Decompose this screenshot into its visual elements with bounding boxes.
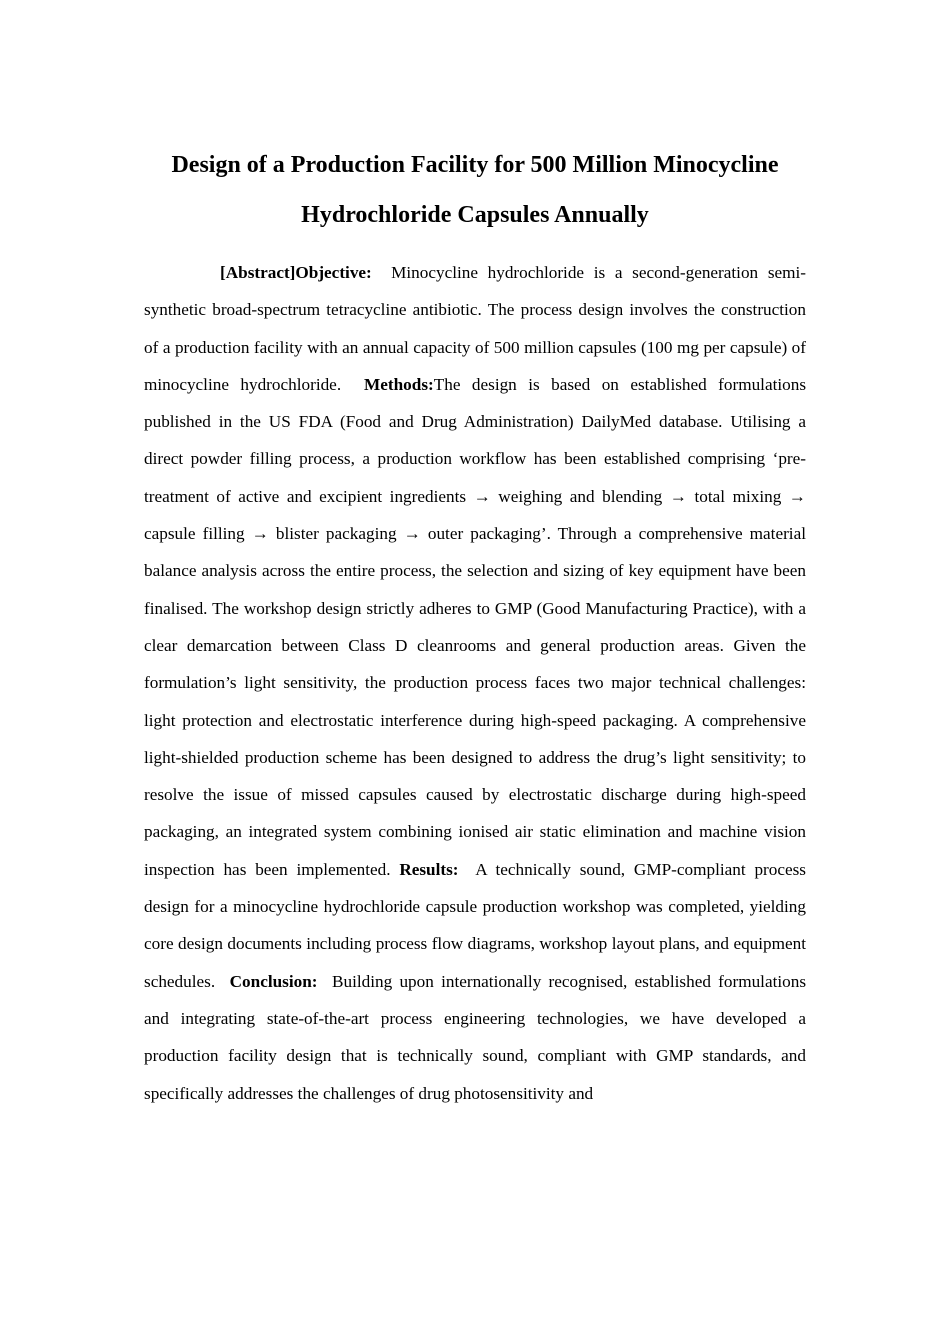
abstract-paragraph (144, 254, 806, 1112)
methods-label: Methods: (364, 374, 434, 394)
abstract-label: [Abstract] (220, 263, 296, 282)
conclusion-label: Conclusion: (229, 971, 318, 991)
objective-label: Objective: (295, 263, 372, 282)
document-title (144, 140, 806, 240)
title-line-2: Hydrochloride Capsules Annually (301, 202, 649, 228)
document-page (144, 140, 806, 1112)
methods-text: The design is based on established formulations published in the US FDA (Food and Drug Administration) DailyMed database. Utilising a direct powder filling process, a production workflow has been established comprising ‘pre-treatment of active and excipient ingredients → weighing and blending → total mixing → capsule filling → blister packaging → outer packaging’. Through a comprehensive material balance analysis across the entire process, the selection and sizing of key equipment have been finalised. The workshop design strictly adheres to GMP (Good Manufacturing Practice), with a clear demarcation between Class D cleanrooms and general production areas. Given the formulation’s light sensitivity, the production process faces two major technical challenges: light protection and electrostatic interference during high-speed packaging. A comprehensive light-shielded production scheme has been designed to address the drug’s light sensitivity; to resolve the issue of missed capsules caused by electrostatic discharge during high-speed packaging, an integrated system combining ionised air static elimination and machine vision inspection has been implemented. (144, 374, 807, 879)
title-line-1: Design of a Production Facility for 500 Million Minocycline (171, 152, 779, 178)
objective-text: Minocycline hydrochloride is a second-generation semi-synthetic broad-spectrum tetracycline antibiotic. The process design involves the construction of a production facility with an annual capacity of 500 million capsules (100 mg per capsule) of minocycline hydrochloride. (144, 263, 807, 394)
results-label: Results: (399, 859, 459, 879)
conclusion-text: Building upon internationally recognised, established formulations and integrating state-of-the-art process engineering technologies, we have developed a production facility design that is technically sound, compliant with GMP standards, and specifically addresses the challenges of drug photosensitivity and (144, 971, 807, 1103)
results-text: A technically sound, GMP-compliant process design for a minocycline hydrochloride capsule production workshop was completed, yielding core design documents including process flow diagrams, workshop layout plans, and equipment schedules. (144, 859, 806, 991)
